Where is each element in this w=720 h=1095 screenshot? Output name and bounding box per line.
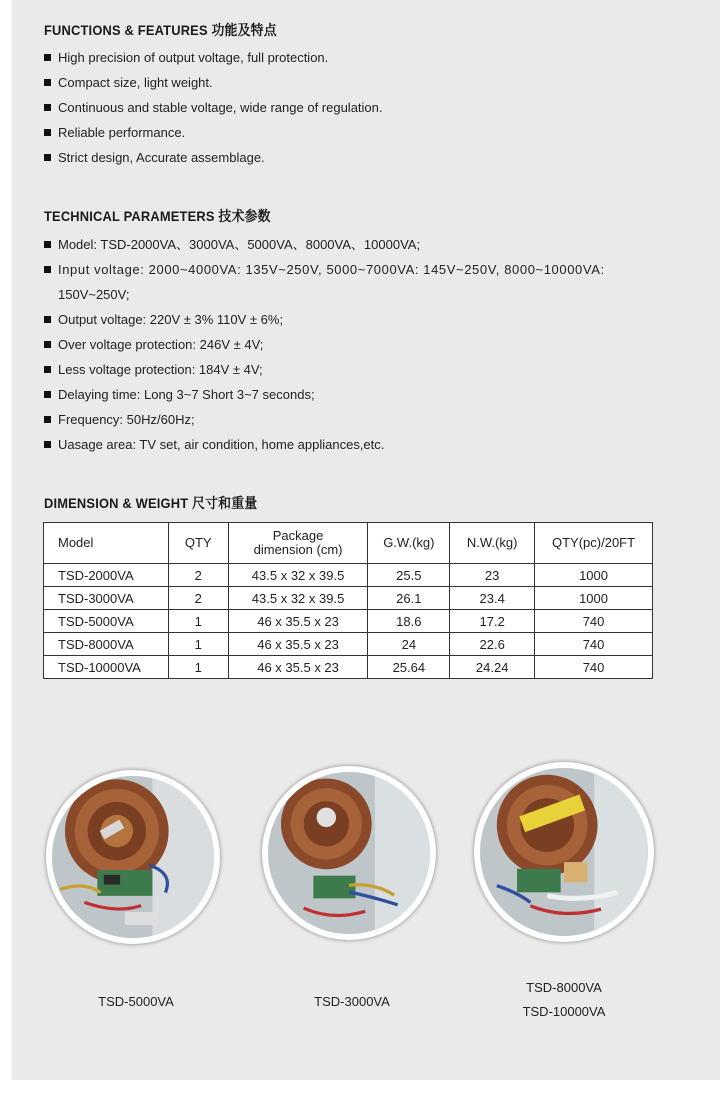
list-item: Delaying time: Long 3~7 Short 3~7 seconds; (44, 382, 605, 407)
table-cell: TSD-8000VA (44, 633, 169, 656)
list-item: High precision of output voltage, full protection. (44, 45, 383, 70)
list-item: Strict design, Accurate assemblage. (44, 145, 383, 170)
table-cell: 1 (168, 633, 228, 656)
column-header: G.W.(kg) (368, 523, 450, 564)
table-row (44, 633, 653, 656)
list-item: Less voltage protection: 184V ± 4V; (44, 357, 605, 382)
table-cell: 740 (535, 633, 653, 656)
table-cell: 1000 (535, 564, 653, 587)
list-item: Reliable performance. (44, 120, 383, 145)
table-cell: 1 (168, 656, 228, 679)
technical-list (44, 232, 605, 457)
table-cell: 1000 (535, 587, 653, 610)
product-photo-tsd-5000va (46, 770, 220, 944)
photo-caption: TSD-10000VA (522, 1004, 606, 1019)
table-cell: 46 x 35.5 x 23 (228, 610, 368, 633)
technical-title: TECHNICAL PARAMETERS 技术参数 (44, 208, 271, 224)
bullet-square-icon (44, 241, 51, 248)
list-item: Continuous and stable voltage, wide range of regulation. (44, 95, 383, 120)
table-cell: 17.2 (450, 610, 535, 633)
table-cell: 43.5 x 32 x 39.5 (228, 587, 368, 610)
list-item-continuation: 150V~250V; (58, 287, 130, 302)
list-item: Model: TSD-2000VA、3000VA、5000VA、8000VA、10000VA; (44, 232, 605, 257)
table-cell: TSD-2000VA (44, 564, 169, 587)
functions-list (44, 45, 383, 170)
column-header: QTY(pc)/20FT (535, 523, 653, 564)
table-cell: 18.6 (368, 610, 450, 633)
table-cell: 25.5 (368, 564, 450, 587)
column-header: N.W.(kg) (450, 523, 535, 564)
list-item: Input voltage: 2000~4000VA: 135V~250V, 5000~7000VA: 145V~250V, 8000~10000VA: (44, 257, 605, 282)
list-item: Uasage area: TV set, air condition, home appliances,etc. (44, 432, 605, 457)
column-header: Package dimension (cm) (228, 523, 368, 564)
dimension-table (43, 522, 653, 679)
photo-caption: TSD-5000VA (98, 994, 174, 1009)
table-cell: 2 (168, 564, 228, 587)
table-cell: TSD-3000VA (44, 587, 169, 610)
bullet-square-icon (44, 129, 51, 136)
column-header: Model (44, 523, 169, 564)
list-item: Over voltage protection: 246V ± 4V; (44, 332, 605, 357)
product-photo-tsd-3000va (262, 766, 436, 940)
bullet-square-icon (44, 366, 51, 373)
list-item: Frequency: 50Hz/60Hz; (44, 407, 605, 432)
functions-title: FUNCTIONS & FEATURES 功能及特点 (44, 22, 277, 38)
table-row (44, 656, 653, 679)
bullet-square-icon (44, 341, 51, 348)
table-cell: 26.1 (368, 587, 450, 610)
dimension-title: DIMENSION & WEIGHT 尺寸和重量 (44, 495, 258, 511)
table-row (44, 610, 653, 633)
bullet-square-icon (44, 441, 51, 448)
photo-caption: TSD-3000VA (314, 994, 390, 1009)
list-item: Compact size, light weight. (44, 70, 383, 95)
table-row (44, 564, 653, 587)
table-cell: TSD-10000VA (44, 656, 169, 679)
table-row (44, 587, 653, 610)
bullet-square-icon (44, 266, 51, 273)
photo-caption: TSD-8000VA (526, 980, 602, 995)
bullet-square-icon (44, 416, 51, 423)
table-cell: 23 (450, 564, 535, 587)
table-cell: 23.4 (450, 587, 535, 610)
table-cell: 740 (535, 610, 653, 633)
table-cell: 740 (535, 656, 653, 679)
bullet-square-icon (44, 316, 51, 323)
list-item: Output voltage: 220V ± 3% 110V ± 6%; (44, 307, 605, 332)
table-cell: 43.5 x 32 x 39.5 (228, 564, 368, 587)
table-cell: 25.64 (368, 656, 450, 679)
table-cell: 46 x 35.5 x 23 (228, 656, 368, 679)
table-cell: TSD-5000VA (44, 610, 169, 633)
table-cell: 46 x 35.5 x 23 (228, 633, 368, 656)
bullet-square-icon (44, 79, 51, 86)
table-cell: 24 (368, 633, 450, 656)
bullet-square-icon (44, 391, 51, 398)
bullet-square-icon (44, 154, 51, 161)
bullet-square-icon (44, 54, 51, 61)
table-cell: 2 (168, 587, 228, 610)
bullet-square-icon (44, 104, 51, 111)
table-cell: 1 (168, 610, 228, 633)
table-cell: 22.6 (450, 633, 535, 656)
table-cell: 24.24 (450, 656, 535, 679)
column-header: QTY (168, 523, 228, 564)
table-header-row (44, 523, 653, 564)
product-photo-tsd-8000va (474, 762, 654, 942)
